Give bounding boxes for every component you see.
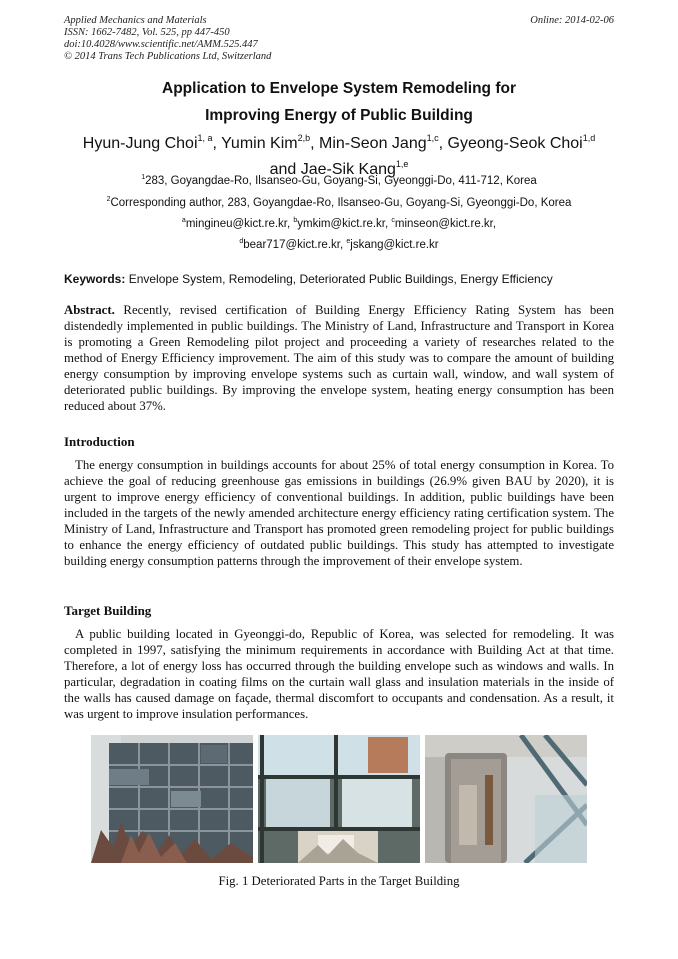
figure-photo-window-interior (258, 735, 420, 863)
author-list: Hyun-Jung Choi$^{1, a}$, Yumin Kim$^{2,b}$, Min-Seon Jang$^{1,c}$, Gyeong-Seok Choi$^{1,d}$ and Jae-Sik Kang$^{1,e}$ (82, 133, 596, 178)
copyright-line: © 2014 Trans Tech Publications Ltd, Switzerland (64, 51, 272, 62)
email-sup: a (181, 217, 186, 224)
section-heading-target-building: Target Building (64, 603, 152, 618)
email-sup: b (293, 217, 298, 224)
affiliation-text: 283, Goyangdae-Ro, Ilsanseo-Gu, Goyang-Si, Gyeonggi-Do, 411-712, Korea (145, 175, 537, 187)
figure-caption: Fig. 1 Deteriorated Parts in the Target Building (218, 874, 460, 888)
target-building-paragraph: A public building located in Gyeonggi-do, Republic of Korea, was selected for remodeling. It was completed in 1997, satisfying the minimum requirements in accordance with Building Act at that time. Therefore, a lot of energy loss has occurred through the building envelope such as windows and walls. In particular, degradation in coating films on the curtain wall glass and insulation materials in the inside of the walls has caused damage on façade, thermal discomfort to occupants and condensation. As a result, it was urgent to improve insulation performances. (64, 627, 614, 721)
author-sup: 1, a (197, 133, 213, 143)
author-name: Yumin Kim (221, 135, 298, 152)
keywords-label: Keywords: (64, 272, 126, 286)
affiliation-1 (64, 174, 614, 187)
abstract-label: Abstract. (64, 303, 115, 317)
email-link[interactable]: minseon@kict.re.kr, (394, 218, 497, 230)
author-name: Min-Seon Jang (319, 135, 427, 152)
email-sup: e (346, 238, 351, 245)
affiliation-2 (64, 196, 614, 209)
email-line-2 (64, 238, 614, 251)
abstract (64, 302, 614, 414)
email-sup: d (239, 238, 244, 245)
author-sup: 1,d (582, 133, 596, 143)
email-link[interactable]: bear717@kict.re.kr, (243, 239, 344, 251)
doi-line: doi:10.4028/www.scientific.net/AMM.525.447 (64, 39, 258, 50)
email-line-1 (64, 217, 614, 230)
email-sup: c (391, 217, 395, 224)
figure-photo-column-wall (425, 735, 587, 863)
author-sup: 2,b (297, 133, 311, 143)
author-sup: 1,e (395, 159, 409, 169)
email-link[interactable]: jskang@kict.re.kr (350, 239, 439, 251)
journal-name: Applied Mechanics and Materials (64, 15, 207, 26)
keywords (64, 272, 614, 286)
journal-header (64, 15, 271, 63)
author-conjunction: and (269, 161, 297, 178)
affiliation-sup: 2 (106, 196, 111, 203)
author-name: Gyeong-Seok Choi (447, 135, 583, 152)
email-link[interactable]: mingineu@kict.re.kr, (185, 218, 291, 230)
author-sup: 1,c (426, 133, 439, 143)
introduction-paragraph: The energy consumption in buildings accounts for about 25% of total energy consumption in Korea. To achieve the goal of reducing greenhouse gas emissions in buildings (26.9% given BAU by 2020), it is urgent to improve energy efficiency of conventional buildings. In addition, public buildings have been included in the targets of the newly amended architecture energy efficiency rating certification system. The Ministry of Land, Infrastructure and Transport has promoted green remodeling project for public buildings to enhance the energy efficiency of outdated public buildings. This study has attempted to investigate building energy consumption patterns through the improvement of their envelope system. (64, 458, 614, 568)
online-date: Online: 2014-02-06 (530, 15, 614, 26)
paper-title-line-2: Improving Energy of Public Building (205, 107, 473, 124)
email-link[interactable]: ymkim@kict.re.kr, (297, 218, 389, 230)
author-name: Hyun-Jung Choi (82, 135, 198, 152)
section-heading-introduction: Introduction (64, 434, 135, 449)
paper-title-line-1: Application to Envelope System Remodeling for (162, 80, 516, 97)
author-name: Jae-Sik Kang (300, 161, 396, 178)
keywords-text: Envelope System, Remodeling, Deteriorated Public Buildings, Energy Efficiency (128, 272, 553, 286)
issn-line: ISSN: 1662-7482, Vol. 525, pp 447-450 (64, 27, 230, 38)
affiliation-text: Corresponding author, 283, Goyangdae-Ro, Ilsanseo-Gu, Goyang-Si, Gyeonggi-Do, Korea (110, 197, 572, 209)
abstract-text: Recently, revised certification of Building Energy Efficiency Rating System has been distendedly implemented in public buildings. The Ministry of Land, Infrastructure and Transport in Korea is promoting a Green Remodeling pilot project and proceeding a variety of researches related to the method of Energy Efficiency improvement. The aim of this study was to compare the amount of building energy consumption by improving envelope systems such as curtain wall, window, and wall system of deteriorated public buildings. By improving the envelope system, heating energy consumption has been reduced about 37%. (64, 303, 614, 413)
figure-photo-facade (91, 735, 253, 863)
affiliation-sup: 1 (141, 174, 146, 181)
